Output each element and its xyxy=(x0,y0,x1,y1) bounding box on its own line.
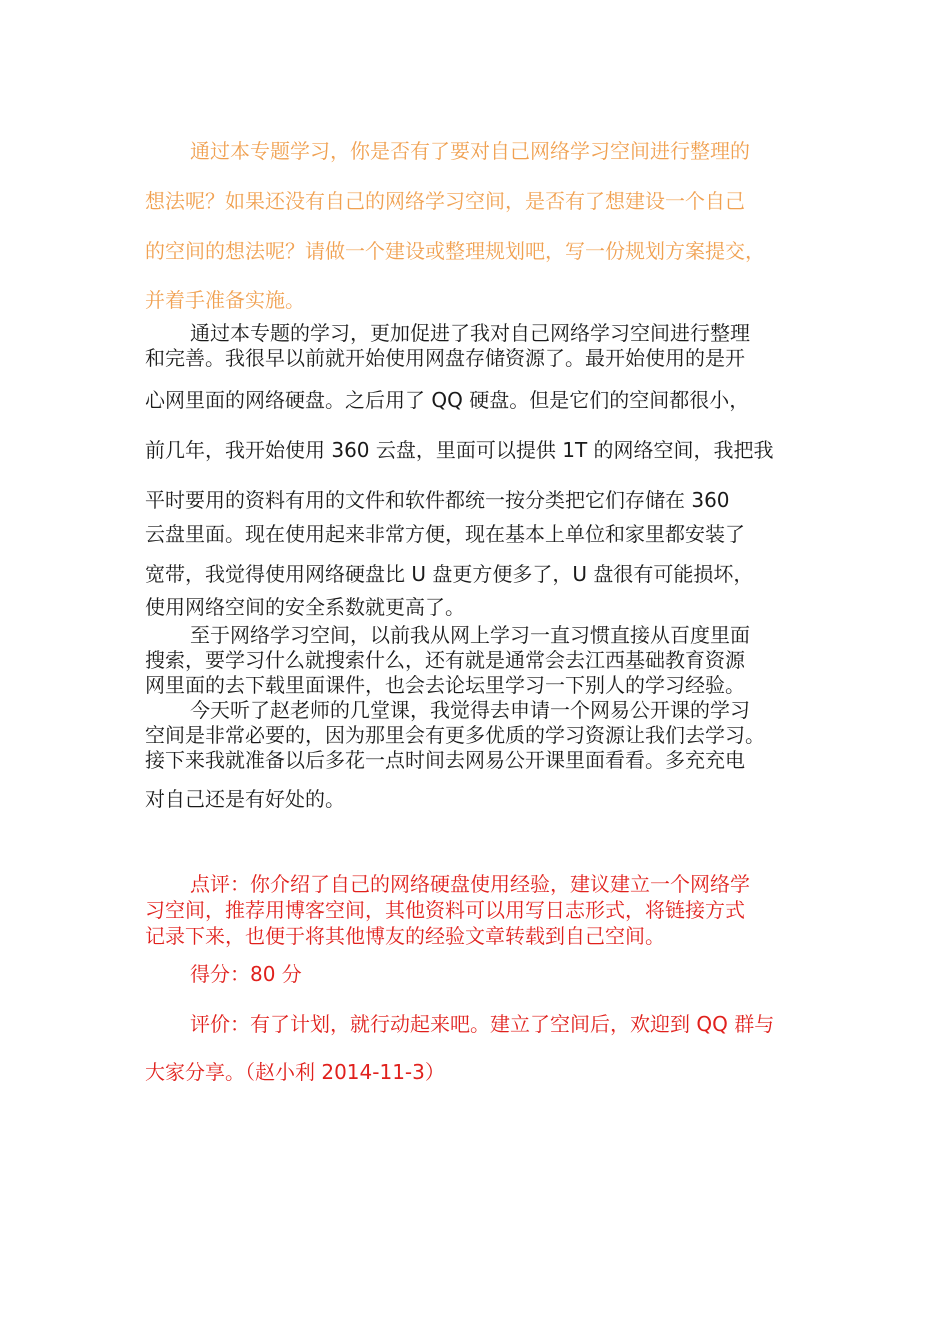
question-line: 的空间的想法呢？请做一个建设或整理规划吧，写一份规划方案提交， xyxy=(145,239,765,263)
answer-line: 云盘里面。现在使用起来非常方便，现在基本上单位和家里都安装了 xyxy=(145,522,745,546)
answer-line: 今天听了赵老师的几堂课，我觉得去申请一个网易公开课的学习 xyxy=(190,698,750,722)
answer-line: 搜索，要学习什么就搜索什么，还有就是通常会去江西基础教育资源 xyxy=(145,648,745,672)
answer-line: 空间是非常必要的，因为那里会有更多优质的学习资源让我们去学习。 xyxy=(145,723,765,747)
review-evaluation-line: 大家分享。（赵小利 2014-11-3） xyxy=(145,1060,445,1084)
review-score: 得分：80 分 xyxy=(190,962,302,986)
review-comment-line: 记录下来，也便于将其他博友的经验文章转载到自己空间。 xyxy=(145,924,665,948)
answer-line: 使用网络空间的安全系数就更高了。 xyxy=(145,595,465,619)
answer-line: 通过本专题的学习，更加促进了我对自己网络学习空间进行整理 xyxy=(190,321,750,345)
answer-line: 至于网络学习空间，以前我从网上学习一直习惯直接从百度里面 xyxy=(190,623,750,647)
review-comment-line: 习空间，推荐用博客空间，其他资料可以用写日志形式，将链接方式 xyxy=(145,898,745,922)
question-line: 并着手准备实施。 xyxy=(145,288,305,312)
answer-line: 网里面的去下载里面课件，也会去论坛里学习一下别人的学习经验。 xyxy=(145,673,745,697)
review-evaluation-line: 评价：有了计划，就行动起来吧。建立了空间后，欢迎到 QQ 群与 xyxy=(190,1012,775,1036)
answer-line: 宽带，我觉得使用网络硬盘比 U 盘更方便多了，U 盘很有可能损坏， xyxy=(145,562,754,586)
answer-line: 前几年，我开始使用 360 云盘，里面可以提供 1T 的网络空间，我把我 xyxy=(145,438,774,462)
review-comment-line: 点评：你介绍了自己的网络硬盘使用经验，建议建立一个网络学 xyxy=(190,872,750,896)
answer-line: 心网里面的网络硬盘。之后用了 QQ 硬盘。但是它们的空间都很小， xyxy=(145,388,750,412)
question-line: 想法呢？如果还没有自己的网络学习空间，是否有了想建设一个自己 xyxy=(145,189,745,213)
answer-line: 接下来我就准备以后多花一点时间去网易公开课里面看看。多充充电 xyxy=(145,748,745,772)
question-line: 通过本专题学习，你是否有了要对自己网络学习空间进行整理的 xyxy=(190,139,750,163)
answer-line: 对自己还是有好处的。 xyxy=(145,787,345,811)
answer-line: 和完善。我很早以前就开始使用网盘存储资源了。最开始使用的是开 xyxy=(145,346,745,370)
answer-line: 平时要用的资料有用的文件和软件都统一按分类把它们存储在 360 xyxy=(145,488,730,512)
